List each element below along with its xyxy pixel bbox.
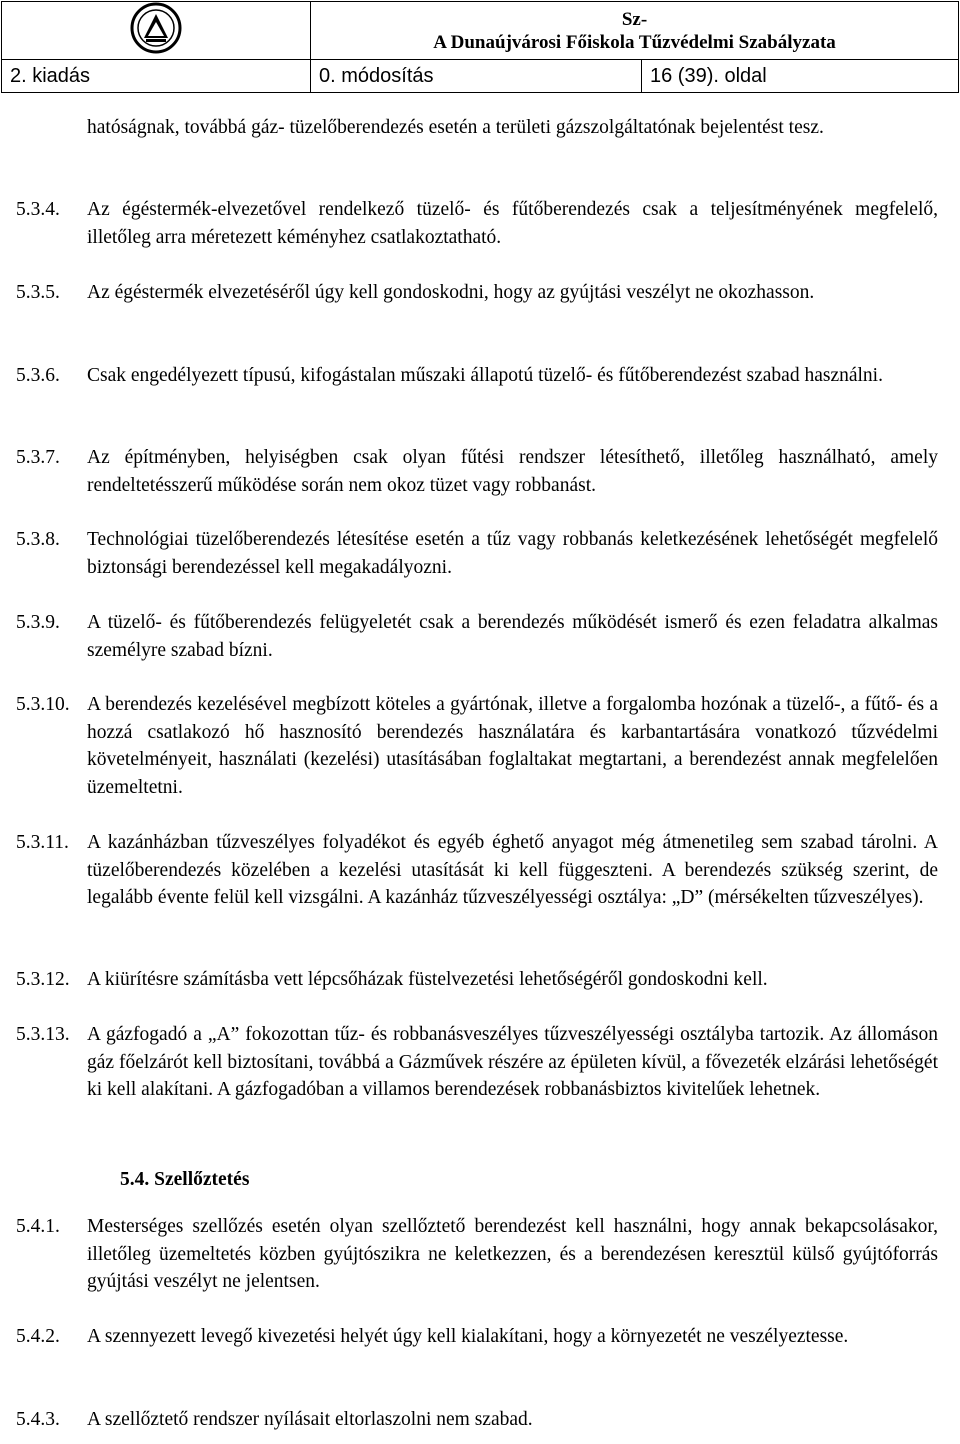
paragraph-5-3-7 — [16, 444, 938, 499]
paragraph-number: 5.4.3. — [16, 1409, 60, 1430]
paragraph-text: Csak engedélyezett típusú, kifogástalan műszaki állapotú tüzelő- és fűtőberendezést szabad használni. — [87, 365, 883, 386]
title-line-1: Sz- — [621, 8, 648, 30]
paragraph-5-3-6 — [16, 362, 938, 390]
paragraph-5-3-8 — [16, 526, 938, 581]
paragraph-text: Az építményben, helyiségben csak olyan fűtési rendszer létesíthető, illetőleg használható, amely rendeltetésszerű működése során nem okoz tüzet vagy robbanást. — [87, 447, 938, 496]
paragraph-text: A kazánházban tűzveszélyes folyadékot és egyéb éghető anyagot még átmenetileg sem szabad tárolni. A tüzelőberendezés közelében a kezelési utasítását ki kell függeszteni. A berendezés szükség szerint, de legalább évente felül kell vizsgálni. A kazánház tűzveszélyességi osztálya: „D” (mérsékelten tűzveszélyes). — [87, 832, 938, 908]
paragraph-text: Az égéstermék elvezetéséről úgy kell gondoskodni, hogy az gyújtási veszélyt ne okozhasson. — [87, 282, 815, 303]
page-number-cell: 16 (39). oldal — [642, 60, 959, 93]
paragraph-number: 5.3.5. — [16, 282, 60, 303]
paragraph-number: 5.3.13. — [16, 1024, 70, 1045]
paragraph-5-3-13 — [16, 1021, 938, 1104]
section-heading: 5.4. Szellőztetés — [120, 1169, 250, 1190]
paragraph-5-3-12 — [16, 966, 938, 994]
paragraph-text: A kiürítésre számításba vett lépcsőházak füstelvezetési lehetőségéről gondoskodni kell. — [87, 969, 768, 990]
document-title — [311, 2, 959, 60]
paragraph-number: 5.3.8. — [16, 529, 60, 550]
paragraph-number: 5.3.7. — [16, 447, 60, 468]
paragraph-number: 5.3.10. — [16, 694, 70, 715]
university-emblem-icon — [116, 2, 196, 54]
paragraph-5-4-2 — [16, 1323, 938, 1351]
paragraph-5-4-1 — [16, 1213, 938, 1296]
continuation-text: hatóságnak, továbbá gáz- tüzelőberendezés esetén a területi gázszolgáltatónak bejelentést tesz. — [87, 117, 824, 138]
modification-cell: 0. módosítás — [311, 60, 642, 93]
edition-cell: 2. kiadás — [2, 60, 311, 93]
paragraph-5-3-4 — [16, 196, 938, 251]
paragraph-text: A szellőztető rendszer nyílásait eltorlaszolni nem szabad. — [87, 1409, 533, 1430]
paragraph-text: A gázfogadó a „A” fokozottan tűz- és robbanásveszélyes tűzveszélyességi osztályba tartozik. Az állomáson gáz főelzárót kell biztosítani, továbbá a Gázművek részére az épületen kívül, a fővezeték elzárási lehetőségét ki kell alakítani. A gázfogadóban a villamos berendezések robbanásbiztos kivitelűek lehetnek. — [87, 1024, 938, 1100]
paragraph-number: 5.3.12. — [16, 969, 70, 990]
paragraph-number: 5.3.6. — [16, 365, 60, 386]
paragraph-number: 5.4.2. — [16, 1326, 60, 1347]
paragraph-5-3-10 — [16, 691, 938, 801]
paragraph-text: A szennyezett levegő kivezetési helyét úgy kell kialakítani, hogy a környezetét ne veszélyeztesse. — [87, 1326, 849, 1347]
paragraph-text: Mesterséges szellőzés esetén olyan szellőztető berendezést kell használni, hogy annak bekapcsolásakor, illetőleg üzemeltetés közben gyújtószikra ne keletkezzen, és a berendezésen keresztül külső gyújtóforrás gyújtási veszélyt ne jelentsen. — [87, 1216, 938, 1292]
title-line-2: A Dunaújvárosi Főiskola Tűzvédelmi Szabályzata — [433, 31, 836, 53]
paragraph-text: A berendezés kezelésével megbízott köteles a gyártónak, illetve a forgalomba hozónak a tüzelő-, a fűtő- és a hozzá csatlakozó hő hasznosító berendezés használatára és karbantartására vonatkozó tűzvédelmi követelményeit, használati (kezelési) utasításában foglaltakat megtartani, a berendezést annak megfelelően üzemeltetni. — [87, 694, 938, 798]
page-header — [0, 0, 960, 92]
paragraph-number: 5.4.1. — [16, 1216, 60, 1237]
paragraph-5-3-11 — [16, 829, 938, 912]
paragraph-number: 5.3.9. — [16, 612, 60, 633]
paragraph-text: Az égéstermék-elvezetővel rendelkező tüzelő- és fűtőberendezés csak a teljesítményének megfelelő, illetőleg arra méretezett kéményhez csatlakoztatható. — [87, 199, 938, 248]
paragraph-text: A tüzelő- és fűtőberendezés felügyeletét csak a berendezés működését ismerő és ezen feladatra alkalmas személyre szabad bízni. — [87, 612, 938, 661]
header-table — [1, 1, 959, 93]
paragraph-text: Technológiai tüzelőberendezés létesítése esetén a tűz vagy robbanás keletkezésének lehetőségét megfelelő biztonsági berendezéssel kell megakadályozni. — [87, 529, 938, 578]
paragraph-number: 5.3.11. — [16, 832, 69, 853]
paragraph-5-3-5 — [16, 279, 938, 307]
logo-cell — [2, 2, 311, 60]
paragraph-number: 5.3.4. — [16, 199, 60, 220]
paragraph-5-3-9 — [16, 609, 938, 664]
paragraph-5-4-3 — [16, 1406, 938, 1434]
